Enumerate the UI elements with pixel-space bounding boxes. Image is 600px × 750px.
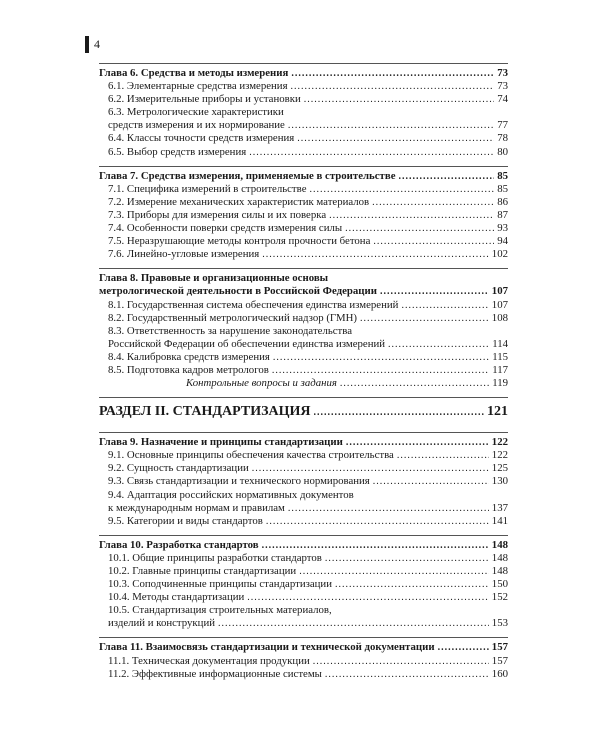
toc-entry[interactable]: 7.1. Специфика измерений в строительстве ..... 85 [99,183,508,196]
toc-entry[interactable]: 8.1. Государственная система обеспечения единства измерений ..... 107 [99,299,508,312]
chapter-11 [99,637,508,687]
toc-entry[interactable]: 7.5. Неразрушающие методы контроля прочности бетона ..... 94 [99,235,508,248]
chapter-6-heading[interactable]: Глава 6. Средства и методы измерения ..... 73 [99,67,508,80]
toc-entry[interactable]: изделий и конструкций ..... 153 [99,617,508,630]
toc-entry[interactable]: 6.2. Измерительные приборы и установки ..... 74 [99,93,508,106]
toc-entry[interactable]: 6.5. Выбор средств измерения ..... 80 [99,146,508,159]
chapter-9-heading[interactable]: Глава 9. Назначение и принципы стандартизации ..... 122 [99,436,508,449]
header-bar [85,36,89,53]
page-number: 4 [94,37,100,51]
toc-entry[interactable]: 10.1. Общие принципы разработки стандартов ..... 148 [99,552,508,565]
toc-entry[interactable]: 10.4. Методы стандартизации ..... 152 [99,591,508,604]
toc-entry[interactable]: 7.3. Приборы для измерения силы и их поверка ..... 87 [99,209,508,222]
toc-entry: 9.4. Адаптация российских нормативных документов [108,488,354,501]
toc-entry[interactable]: 9.1. Основные принципы обеспечения качества строительства ..... 122 [99,449,508,462]
toc-entry: 10.5. Стандартизация строительных материалов, [108,604,332,617]
chapter-8-heading[interactable]: метрологической деятельности в Российской Федерации ..... 107 [99,285,508,298]
table-of-contents [99,63,508,688]
toc-entry[interactable]: 8.5. Подготовка кадров метрологов ..... 117 [99,364,508,377]
toc-entry[interactable]: 10.2. Главные принципы стандартизации ..... 148 [99,565,508,578]
chapter-7 [99,166,508,269]
chapter-7-heading[interactable]: Глава 7. Средства измерения, применяемые в строительстве ..... 85 [99,170,508,183]
toc-entry[interactable]: 6.1. Элементарные средства измерения ..... 73 [99,80,508,93]
toc-entry[interactable]: 11.1. Техническая документация продукции ..... 157 [99,655,508,668]
toc-entry[interactable]: 9.5. Категории и виды стандартов ..... 141 [99,515,508,528]
chapter-8-heading-line1: Глава 8. Правовые и организационные основы [99,272,329,285]
toc-entry-review-questions[interactable]: Контрольные вопросы и задания ..... 119 [99,377,508,390]
toc-entry[interactable]: 7.2. Измерение механических характеристик материалов ..... 86 [99,196,508,209]
chapter-8 [99,268,508,397]
toc-entry: 6.3. Метрологические характеристики [108,106,284,119]
toc-entry[interactable]: 9.2. Сущность стандартизации ..... 125 [99,462,508,475]
toc-entry[interactable]: 7.4. Особенности поверки средств измерения силы ..... 93 [99,222,508,235]
chapter-9 [99,432,508,535]
toc-entry[interactable]: Российской Федерации об обеспечении единства измерений ..... 114 [99,338,508,351]
toc-entry[interactable]: 8.4. Калибровка средств измерения ..... 115 [99,351,508,364]
toc-entry[interactable]: средств измерения и их нормирование ..... 77 [99,119,508,132]
chapter-11-heading[interactable]: Глава 11. Взаимосвязь стандартизации и технической документации ..... 157 [99,641,508,654]
section-2-heading[interactable]: РАЗДЕЛ II. СТАНДАРТИЗАЦИЯ ..... 121 [99,403,508,422]
toc-entry[interactable]: к международным нормам и правилам ..... 137 [99,502,508,515]
toc-entry[interactable]: 6.4. Классы точности средств измерения ..... 78 [99,132,508,145]
toc-entry: 8.3. Ответственность за нарушение законодательства [108,324,353,337]
chapter-10 [99,535,508,638]
toc-entry[interactable]: 7.6. Линейно-угловые измерения ..... 102 [99,248,508,261]
chapter-6 [99,63,508,166]
toc-entry[interactable]: 10.3. Соподчиненные принципы стандартизации ..... 150 [99,578,508,591]
toc-entry[interactable]: 11.2. Эффективные информационные системы ..... 160 [99,668,508,681]
section-2 [99,397,508,432]
chapter-10-heading[interactable]: Глава 10. Разработка стандартов ..... 148 [99,539,508,552]
toc-entry[interactable]: 9.3. Связь стандартизации и технического нормирования ..... 130 [99,475,508,488]
toc-entry[interactable]: 8.2. Государственный метрологический надзор (ГМН) ..... 108 [99,312,508,325]
